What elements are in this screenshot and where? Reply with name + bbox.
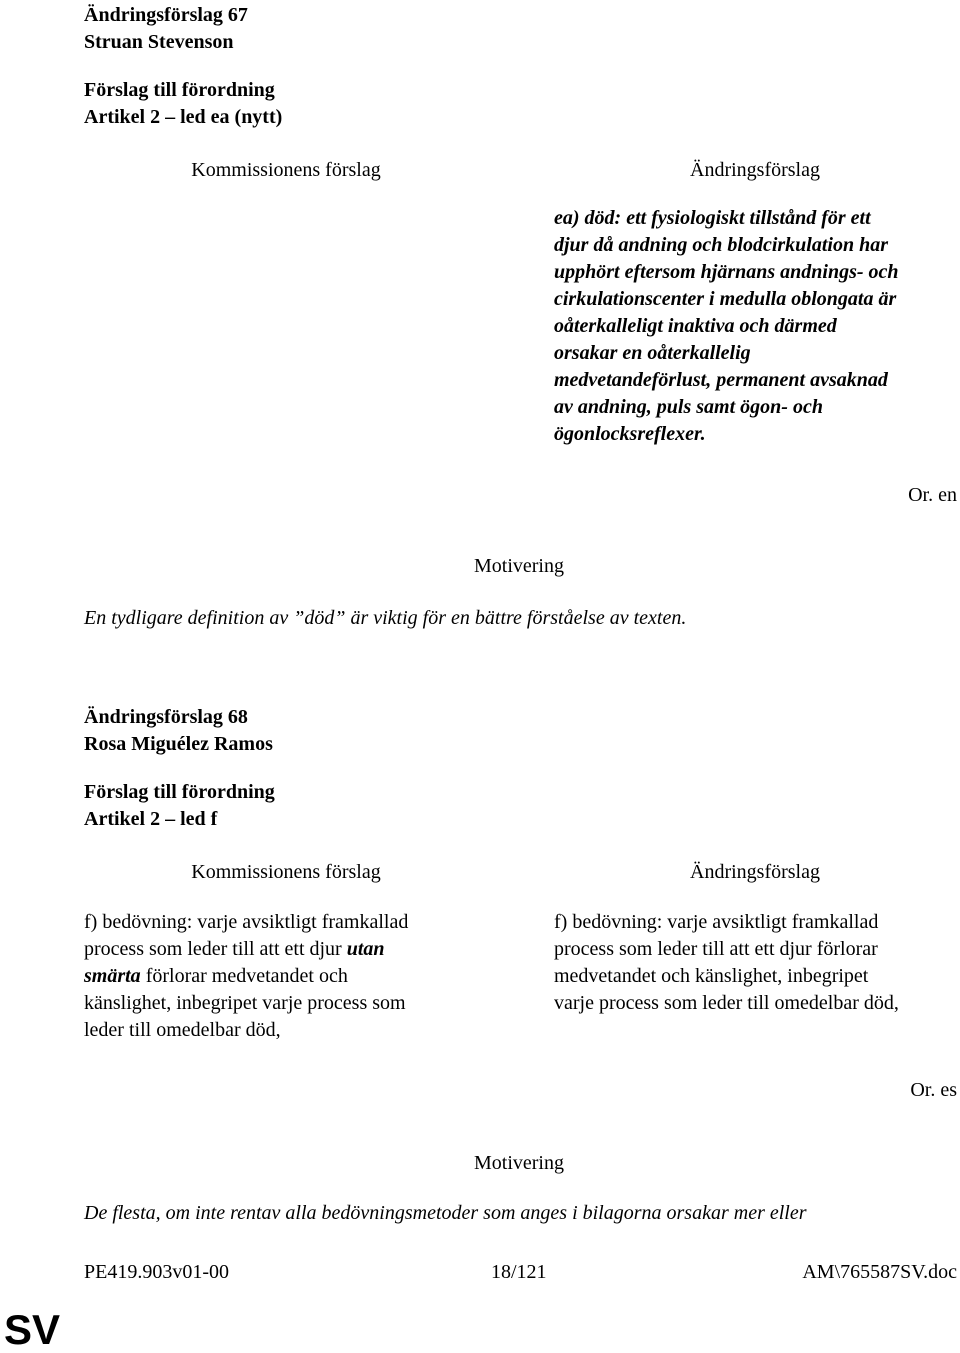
amendment-67-justification-text: En tydligare definition av ”död” är viktig för en bättre förståelse av texten. bbox=[84, 607, 687, 629]
footer-page-number: 18/121 bbox=[491, 1261, 547, 1283]
text-segment: process som leder till att ett djur bbox=[84, 938, 347, 960]
text-line: ögonlocksreflexer. bbox=[554, 423, 706, 445]
amendment-67-amendment-text bbox=[554, 205, 899, 448]
amendment-68-proposal: Förslag till förordning bbox=[84, 781, 275, 803]
amendment-67-commission-heading: Kommissionens förslag bbox=[191, 159, 381, 181]
amendment-67-justification-heading: Motivering bbox=[474, 555, 564, 577]
amendment-68-article: Artikel 2 – led f bbox=[84, 808, 218, 830]
amendment-68-original-language: Or. es bbox=[910, 1079, 957, 1101]
text-line: f) bedövning: varje avsiktligt framkallad bbox=[84, 911, 409, 933]
amendment-67-author: Struan Stevenson bbox=[84, 31, 234, 53]
deleted-text-emphasis: smärta bbox=[84, 965, 141, 987]
amendment-68-justification-heading: Motivering bbox=[474, 1152, 564, 1174]
amendment-67-amendment-heading: Ändringsförslag bbox=[690, 159, 820, 181]
text-line: upphört eftersom hjärnans andnings- och bbox=[554, 261, 899, 283]
amendment-68-commission-text bbox=[84, 909, 408, 1044]
amendment-68-amendment-heading: Ändringsförslag bbox=[690, 861, 820, 883]
text-line: medvetandeförlust, permanent avsaknad bbox=[554, 369, 888, 391]
amendment-68-commission-heading: Kommissionens förslag bbox=[191, 861, 381, 883]
amendment-67-number: Ändringsförslag 67 bbox=[84, 4, 248, 26]
amendment-67-proposal: Förslag till förordning bbox=[84, 79, 275, 101]
text-line: djur då andning och blodcirkulation har bbox=[554, 234, 888, 256]
text-line: av andning, puls samt ögon- och bbox=[554, 396, 823, 418]
text-line: medvetandet och känslighet, inbegripet bbox=[554, 965, 869, 987]
deleted-text-emphasis: utan bbox=[346, 938, 385, 960]
footer-reference: PE419.903v01-00 bbox=[84, 1261, 229, 1283]
footer-filename: AM\765587SV.doc bbox=[802, 1261, 957, 1283]
text-line bbox=[84, 963, 408, 990]
text-line: känslighet, inbegripet varje process som bbox=[84, 992, 406, 1014]
text-line: ea) död: ett fysiologiskt tillstånd för ett bbox=[554, 207, 871, 229]
amendment-68-justification-text: De flesta, om inte rentav alla bedövningsmetoder som anges i bilagorna orsakar mer eller bbox=[84, 1202, 807, 1224]
text-line bbox=[84, 936, 408, 963]
text-line: leder till omedelbar död, bbox=[84, 1019, 281, 1041]
text-line: varje process som leder till omedelbar död, bbox=[554, 992, 899, 1014]
text-line: orsakar en oåterkallelig bbox=[554, 342, 751, 364]
language-code: SV bbox=[4, 1306, 61, 1353]
amendment-67-article: Artikel 2 – led ea (nytt) bbox=[84, 106, 283, 128]
amendment-67-original-language: Or. en bbox=[908, 484, 957, 506]
amendment-68-author: Rosa Miguélez Ramos bbox=[84, 733, 273, 755]
text-line: cirkulationscenter i medulla oblongata är bbox=[554, 288, 897, 310]
text-segment: förlorar medvetandet och bbox=[140, 965, 348, 987]
text-line: process som leder till att ett djur förlorar bbox=[554, 938, 878, 960]
text-line: oåterkalleligt inaktiva och därmed bbox=[554, 315, 837, 337]
text-line: f) bedövning: varje avsiktligt framkallad bbox=[554, 911, 879, 933]
amendment-68-number: Ändringsförslag 68 bbox=[84, 706, 248, 728]
amendment-68-amendment-text bbox=[554, 909, 899, 1017]
